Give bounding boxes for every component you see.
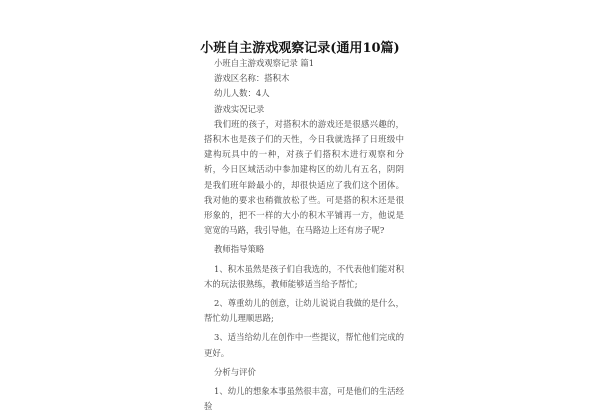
record-heading: 游戏实况记录 bbox=[214, 103, 265, 114]
document-title: 小班自主游戏观察记录(通用10篇) bbox=[200, 41, 400, 56]
section-heading: 小班自主游戏观察记录 篇1 bbox=[214, 58, 315, 68]
analysis-heading: 分析与评价 bbox=[214, 366, 256, 377]
analysis-item-1: 1、幼儿的想象本事虽然很丰富，可是他们的生活经验 bbox=[204, 386, 404, 412]
child-count: 幼儿人数：4人 bbox=[214, 88, 270, 99]
strategy-item-3: 3、适当给幼儿在创作中一些提议，帮忙他们完成的更好。 bbox=[204, 332, 404, 358]
strategy-item-1: 1、积木虽然是孩子们自我选的，不代表他们能对积木的玩法很熟练，教师能够适当给予帮忙; bbox=[204, 263, 404, 289]
strategy-heading: 教师指导策略 bbox=[214, 244, 265, 255]
record-paragraph: 我们班的孩子，对搭积木的游戏还是很感兴趣的，搭积木也是孩子们的天性，今日我就选择了日班级中建构玩具中的一种，对孩子们搭积木进行观察和分析，今日区域活动中参加建构区的幼儿有五名，阴阴是我们班年龄最小的，却很快适应了我们这个团体。我对他的要求也稍微放松了些。可是搭的积木还是很形象的，把不一样的大小的积木平铺再一方，他说是宽宽的马路，我引导他，在马路边上还有房子呢? bbox=[204, 118, 404, 236]
play-area-name: 游戏区名称：搭积木 bbox=[214, 73, 290, 84]
document-body bbox=[204, 56, 404, 414]
strategy-item-2: 2、尊重幼儿的创意，让幼儿说说自我做的是什么，帮忙幼儿理顺思路; bbox=[204, 298, 404, 324]
